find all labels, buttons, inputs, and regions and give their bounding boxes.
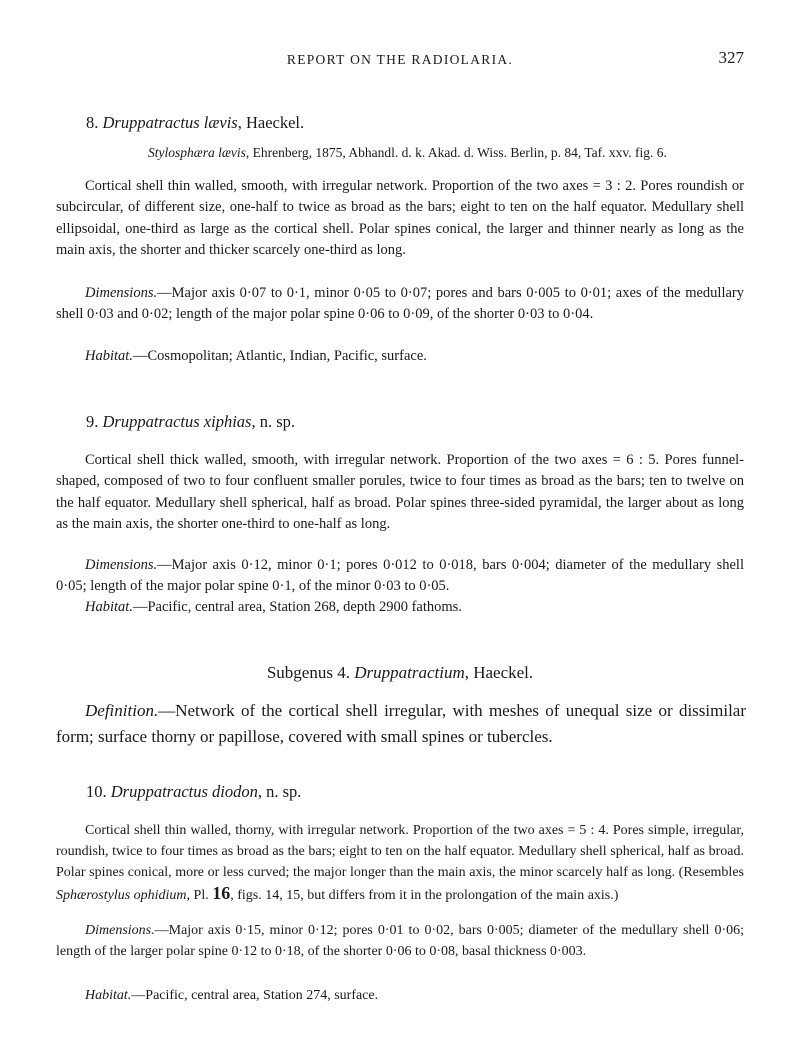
species-heading [86,412,295,432]
description-text: , figs. 14, 15, but differs from it in the prolongation of the main axis.) [230,888,619,903]
species-heading [86,113,304,133]
subgenus-definition [56,698,746,750]
running-title: REPORT ON THE RADIOLARIA. [286,52,514,67]
subgenus-name: Druppatractium [354,663,465,682]
dimensions-label: Dimensions. [85,923,155,938]
dimensions-text: —Major axis 0·15, minor 0·12; pores 0·01 to 0·02, bars 0·005; diameter of the medullary shell 0·06; length of the larger polar spine 0·12 to 0·18, of the shorter 0·06 to 0·08, basal thickness 0·003. [56,923,744,959]
habitat-label: Habitat. [85,988,132,1003]
description-text: Cortical shell thin walled, thorny, with irregular network. Proportion of the two axes = 5 : 4. Pores simple, irregular, roundish, twice to four times as broad as the bars; eight to ten on the half equator. Medullary shell spherical, half as broad. Polar spines conical, more or less curved; the major longer than the main axis, the minor scarcely half as long. (Resembles [56,823,744,880]
page-number: 327 [718,48,744,67]
dimensions-label: Dimensions. [85,557,158,573]
habitat-label: Habitat. [85,348,133,364]
description-text: , Pl. [186,888,213,903]
species-habitat [56,346,744,367]
species-name: Druppatractus xiphias [102,412,252,431]
species-dimensions [56,283,744,326]
species-authority: , n. sp. [257,782,302,801]
definition-text: —Network of the cortical shell irregular, with meshes of unequal size or dissimilar form; surface thorny or papillose, covered with small spines or tubercles. [56,701,746,746]
species-habitat [56,985,744,1006]
species-name: Druppatractus lævis [102,113,238,132]
species-authority: , Haeckel. [237,113,305,132]
habitat-text: —Pacific, central area, Station 268, depth 2900 fathoms. [132,599,462,615]
dimensions-text: —Major axis 0·07 to 0·1, minor 0·05 to 0·07; pores and bars 0·005 to 0·01; axes of the medullary shell 0·03 and 0·02; length of the major polar spine 0·06 to 0·09, of the shorter 0·03 to 0·04. [56,285,744,323]
habitat-text: —Cosmopolitan; Atlantic, Indian, Pacific, surface. [132,348,427,364]
species-description: Cortical shell thin walled, smooth, with irregular network. Proportion of the two axes = 3 : 2. Pores roundish or subcircular, of different size, one-half to twice as broad as the bars; eight to ten on the half equator. Medullary shell ellipsoidal, one-third as large as the cortical shell. Polar spines conical, the larger and thinner nearly as long as the main axis, the shorter and thicker scarcely one-third as long. [56,178,744,259]
species-habitat [56,597,744,618]
subgenus-authority: , Haeckel. [464,663,534,682]
running-head [0,48,800,72]
species-number: 8. [86,113,99,132]
subgenus-heading [0,663,800,683]
habitat-label: Habitat. [85,599,133,615]
habitat-text: —Pacific, central area, Station 274, surface. [131,988,379,1003]
species-dimensions [56,920,744,962]
dimensions-label: Dimensions. [85,285,158,301]
species-authority: , n. sp. [251,412,296,431]
synonym-name: Stylosphæra lævis [148,145,246,160]
plate-number: 16 [212,883,231,903]
dimensions-text: —Major axis 0·12, minor 0·1; pores 0·012 to 0·018, bars 0·004; diameter of the medullary shell 0·05; length of the major polar spine 0·1, of the minor 0·03 to 0·05. [56,557,744,595]
reference-species-name: Sphærostylus ophidium [56,888,187,903]
species-number: 9. [86,412,99,431]
species-number: 10. [86,782,107,801]
species-dimensions [56,555,744,598]
species-name: Druppatractus diodon [110,782,258,801]
species-description [56,820,744,906]
definition-label: Definition. [85,701,159,720]
synonym-citation [148,145,667,161]
subgenus-prefix: Subgenus 4. [266,663,355,682]
synonym-reference: , Ehrenberg, 1875, Abhandl. d. k. Akad. d. Wiss. Berlin, p. 84, Taf. xxv. fig. 6. [245,145,667,160]
species-heading [86,782,301,802]
species-description: Cortical shell thick walled, smooth, with irregular network. Proportion of the two axes = 6 : 5. Pores funnel-shaped, composed of two to four confluent smaller porules, twice to four times as broad as the bars; ten to twelve on the half equator. Medullary shell spherical, half as broad. Polar spines three-sided pyramidal, the larger about as long as the main axis, the shorter one-third to one-half as long. [56,452,744,533]
